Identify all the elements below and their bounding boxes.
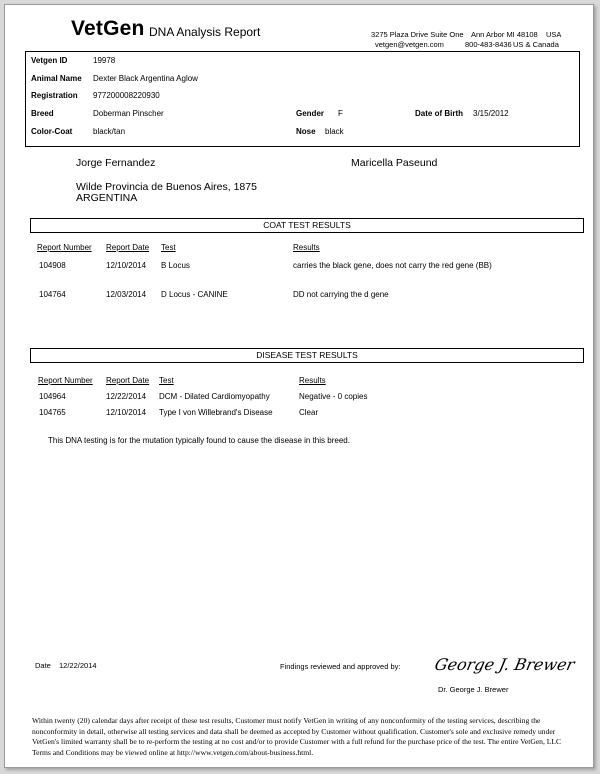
disease-test-results-header: DISEASE TEST RESULTS	[30, 348, 584, 363]
vetgen-id-label: Vetgen ID	[31, 56, 68, 65]
color-coat-value: black/tan	[93, 127, 126, 136]
coat-row-2-result: DD not carrying the d gene	[293, 290, 389, 299]
dob-label: Date of Birth	[415, 109, 463, 118]
report-page	[4, 4, 594, 768]
registration-label: Registration	[31, 91, 78, 100]
color-coat-label: Color-Coat	[31, 127, 73, 136]
gender-label: Gender	[296, 109, 325, 118]
coat-col-report-number: Report Number	[37, 243, 92, 252]
disease-col-report-number: Report Number	[38, 376, 93, 385]
address-country: USA	[546, 30, 562, 39]
breed-value: Doberman Pinscher	[93, 109, 164, 118]
vetgen-logo: VetGen	[71, 17, 145, 40]
gender-value: F	[338, 109, 343, 118]
coat-row-2-date: 12/03/2014	[106, 290, 147, 299]
owner-name-1: Jorge Fernandez	[76, 157, 156, 169]
signer-name: Dr. George J. Brewer	[438, 685, 509, 694]
coat-row-1-result: carries the black gene, does not carry the red gene (BB)	[293, 261, 492, 270]
disease-row-1-date: 12/22/2014	[106, 392, 147, 401]
findings-approved-text: Findings reviewed and approved by:	[280, 662, 401, 671]
date-label: Date	[35, 661, 51, 670]
disease-row-1-test: DCM - Dilated Cardiomyopathy	[159, 392, 270, 401]
disclaimer-text: Within twenty (20) calendar days after receipt of these test results, Customer must notify VetGen in writing of any nonconformity of the testing services, describing the nonconformity in detail, otherwise all testing services and data shall be deemed as accepted by Customer without qualification. Customer's sole and exclusive remedy under VetGen's limited warranty shall be to re-perform the testing at no cost and/or to provide Customer with a full refund for the purchase price of the test. The entire VetGen, LLC Terms and Conditions may be viewed online at http://www.vetgen.com/about-business.html.	[32, 716, 562, 757]
disease-col-results: Results	[299, 376, 326, 385]
disease-col-test: Test	[159, 376, 174, 385]
vetgen-id-value: 19978	[93, 56, 116, 65]
coat-test-results-header: COAT TEST RESULTS	[30, 218, 584, 233]
owner-address-line2: ARGENTINA	[76, 192, 138, 204]
coat-row-1-test: B Locus	[161, 261, 190, 270]
owner-name-2: Maricella Paseund	[351, 157, 438, 169]
disease-row-2-number: 104765	[39, 408, 66, 417]
animal-name-label: Animal Name	[31, 74, 82, 83]
dob-value: 3/15/2012	[473, 109, 509, 118]
coat-col-test: Test	[161, 243, 176, 252]
owner-address-line1: Wilde Provincia de Buenos Aires, 1875	[76, 181, 257, 193]
breed-label: Breed	[31, 109, 54, 118]
coat-col-report-date: Report Date	[106, 243, 150, 252]
signature: George J. Brewer	[432, 655, 577, 674]
nose-value: black	[325, 127, 344, 136]
coat-col-results: Results	[293, 243, 320, 252]
disease-note: This DNA testing is for the mutation typically found to cause the disease in this breed.	[48, 436, 350, 445]
coat-row-1-date: 12/10/2014	[106, 261, 147, 270]
disease-row-2-test: Type I von Willebrand's Disease	[159, 408, 273, 417]
animal-name-value: Dexter Black Argentina Aglow	[93, 74, 198, 83]
address-street: 3275 Plaza Drive Suite One	[371, 30, 464, 39]
coat-row-2-number: 104764	[39, 290, 66, 299]
disease-row-2-date: 12/10/2014	[106, 408, 147, 417]
contact-email: vetgen@vetgen.com	[375, 40, 444, 49]
disease-row-1-result: Negative - 0 copies	[299, 392, 368, 401]
date-value: 12/22/2014	[59, 661, 97, 670]
contact-region: US & Canada	[513, 40, 559, 49]
address-city: Ann Arbor MI 48108	[471, 30, 538, 39]
disease-col-report-date: Report Date	[106, 376, 150, 385]
registration-value: 977200008220930	[93, 91, 160, 100]
report-title: DNA Analysis Report	[149, 25, 261, 39]
disease-row-2-result: Clear	[299, 408, 319, 417]
coat-row-2-test: D Locus - CANINE	[161, 290, 228, 299]
nose-label: Nose	[296, 127, 316, 136]
coat-row-1-number: 104908	[39, 261, 66, 270]
contact-phone: 800-483-8436	[465, 40, 512, 49]
disease-row-1-number: 104964	[39, 392, 66, 401]
